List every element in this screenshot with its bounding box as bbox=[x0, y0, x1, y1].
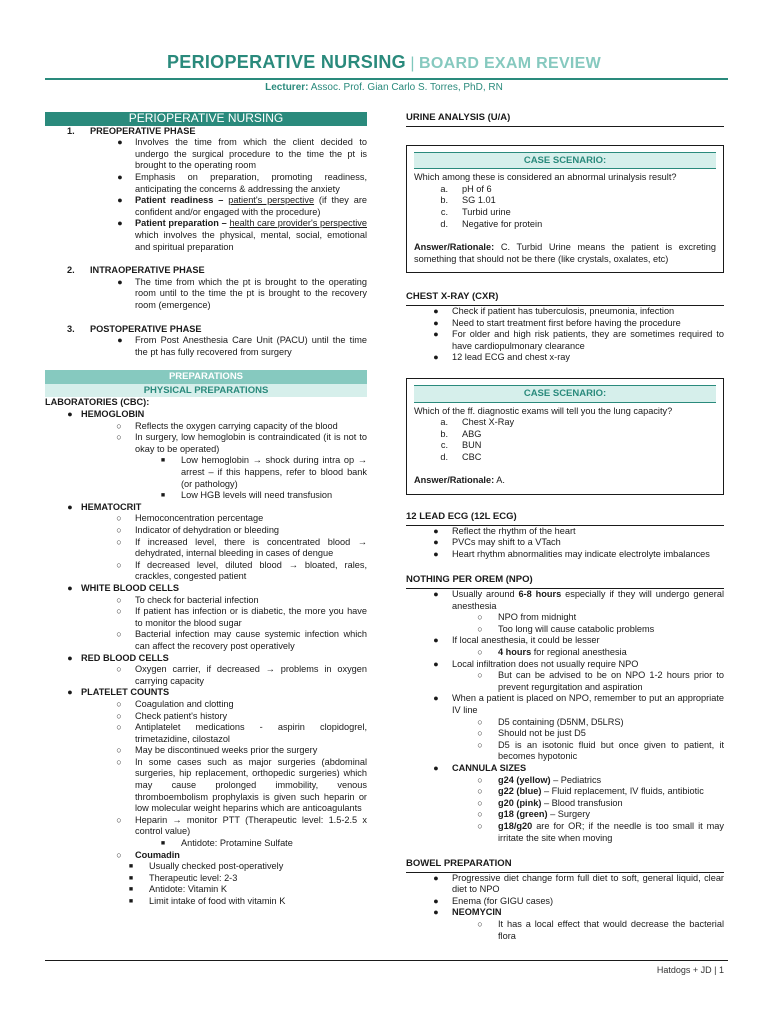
list-item bbox=[103, 664, 367, 687]
bullet-marker: ● bbox=[433, 352, 439, 363]
list-item bbox=[145, 455, 367, 490]
list-item-text bbox=[135, 850, 367, 862]
list-item bbox=[420, 907, 724, 919]
page-footer: Hatdogs + JD | 1 bbox=[656, 965, 724, 975]
list-item-text: Heparin → monitor PTT (Therapeutic level: 1.5-2.5 x control value) bbox=[135, 814, 367, 837]
bullet-marker: ■ bbox=[160, 840, 166, 848]
list-item bbox=[462, 670, 724, 693]
list-item-text: Antidote: Vitamin K bbox=[149, 884, 227, 895]
bullet-marker: ● bbox=[67, 687, 73, 698]
phase-number: 3. bbox=[67, 323, 75, 334]
bullet-marker: ● bbox=[433, 525, 439, 536]
list-item bbox=[420, 318, 724, 330]
lab-title: RED BLOOD CELLS bbox=[81, 652, 169, 663]
phase-title: PREOPERATIVE PHASE bbox=[90, 125, 196, 136]
list-item-text: To check for bacterial infection bbox=[135, 594, 259, 605]
list-item-text: NPO from midnight bbox=[498, 612, 577, 623]
text-run: – Blood transfusion bbox=[541, 797, 623, 808]
list-item-text bbox=[452, 589, 724, 612]
underlined-text: health care provider's perspective bbox=[229, 218, 367, 229]
option-text: pH of 6 bbox=[462, 183, 492, 194]
lab-title: HEMOGLOBIN bbox=[81, 409, 145, 420]
bullet-marker: ○ bbox=[116, 606, 122, 617]
term-label: Patient preparation – bbox=[135, 218, 227, 229]
case-scenario-title: CASE SCENARIO: bbox=[414, 385, 716, 403]
list-item-text: For older and high risk patients, they are sometimes required to have cardiopulmonary clearance bbox=[452, 329, 724, 351]
list-item bbox=[420, 526, 724, 538]
case-option bbox=[414, 440, 716, 452]
list-item bbox=[462, 919, 724, 942]
list-item bbox=[462, 728, 724, 740]
list-item-text: May be discontinued weeks prior the surgery bbox=[135, 745, 318, 756]
answer-text: C. Turbid Urine means the patient is excreting something that should not be there (like crystals, oxalates, etc) bbox=[414, 242, 716, 264]
title-separator: | bbox=[410, 55, 415, 72]
list-item bbox=[420, 896, 724, 908]
title-divider bbox=[45, 78, 728, 80]
case-option bbox=[414, 184, 716, 196]
list-item bbox=[105, 335, 367, 358]
bullet-marker: ○ bbox=[477, 786, 483, 797]
list-item-text bbox=[452, 763, 724, 775]
section-heading: CHEST X-RAY (CXR) bbox=[406, 291, 724, 306]
list-item bbox=[462, 624, 724, 636]
bullet-marker: ● bbox=[433, 872, 439, 883]
list-item bbox=[59, 653, 367, 665]
phase-number: 1. bbox=[67, 125, 75, 136]
list-item bbox=[103, 513, 367, 525]
title-main: PERIOPERATIVE NURSING bbox=[166, 52, 406, 72]
drug-name: Coumadin bbox=[135, 849, 180, 860]
list-item-text: Local infiltration does not usually require NPO bbox=[452, 658, 639, 669]
preparations-band: PREPARATIONS bbox=[45, 370, 367, 384]
bullet-marker: ■ bbox=[128, 886, 134, 894]
bullet-marker: ● bbox=[67, 582, 73, 593]
list-item bbox=[420, 763, 724, 775]
text-run: especially if they will undergo general anesthesia bbox=[452, 589, 724, 611]
list-item bbox=[105, 277, 367, 312]
list-item-text: In some cases such as major surgeries (abdominal surgeries, hip replacement, orthopedic surgeries) which may cause prolonged immobility, venous thromboembolism prophylaxis is given such heparin or low molecular weight heparins which are anticoagulants bbox=[135, 756, 367, 814]
list-item bbox=[103, 606, 367, 629]
bullet-marker: ● bbox=[433, 317, 439, 328]
list-item bbox=[420, 635, 724, 647]
list-item bbox=[462, 821, 724, 844]
emphasis-text: g22 (blue) bbox=[498, 786, 542, 797]
list-item bbox=[113, 873, 367, 885]
emphasis-text: g20 (pink) bbox=[498, 797, 542, 808]
phase-heading bbox=[45, 265, 367, 277]
bullet-marker: ○ bbox=[116, 420, 122, 431]
list-item bbox=[420, 537, 724, 549]
bullet-marker: ● bbox=[433, 589, 439, 600]
bullet-marker: ● bbox=[67, 501, 73, 512]
bullet-marker: ■ bbox=[160, 457, 166, 465]
list-item-text: D5 containing (D5NM, D5LRS) bbox=[498, 716, 624, 727]
bullet-marker: ○ bbox=[116, 536, 122, 547]
bullet-marker: ○ bbox=[477, 716, 483, 727]
list-item bbox=[105, 218, 367, 253]
bullet-marker: ○ bbox=[116, 814, 122, 825]
option-letter: b. bbox=[440, 428, 448, 439]
answer-rationale bbox=[414, 475, 716, 487]
list-item bbox=[420, 352, 724, 364]
text-run: – Surgery bbox=[547, 809, 590, 820]
bullet-marker: ○ bbox=[477, 623, 483, 634]
option-letter: c. bbox=[440, 206, 448, 217]
list-item-text: Too long will cause catabolic problems bbox=[498, 623, 655, 634]
emphasis-text: 6-8 hours bbox=[518, 589, 562, 600]
bullet-marker: ○ bbox=[116, 664, 122, 675]
list-item-text bbox=[498, 809, 724, 821]
bullet-marker: ● bbox=[117, 218, 123, 229]
list-item-text: Oxygen carrier, if decreased → problems in oxygen carrying capacity bbox=[135, 664, 367, 686]
list-item-text: If increased level, there is concentrated blood → dehydrated, internal bleeding in cases of dengue bbox=[135, 536, 367, 559]
phase-heading bbox=[45, 126, 367, 138]
bullet-marker: ○ bbox=[477, 820, 483, 831]
list-item-text bbox=[498, 821, 724, 844]
list-item bbox=[462, 740, 724, 763]
bullet-marker: ● bbox=[433, 658, 439, 669]
bullet-marker: ○ bbox=[477, 797, 483, 808]
bullet-marker: ● bbox=[117, 276, 123, 287]
list-item bbox=[103, 629, 367, 652]
lecturer-line bbox=[0, 82, 768, 93]
option-letter: a. bbox=[440, 417, 448, 428]
list-item bbox=[103, 537, 367, 560]
list-item-text bbox=[135, 195, 367, 218]
case-scenario-title: CASE SCENARIO: bbox=[414, 152, 716, 170]
bullet-marker: ● bbox=[433, 895, 439, 906]
bullet-marker: ● bbox=[117, 137, 123, 148]
list-item-text: But can be advised to be on NPO 1-2 hours prior to prevent regurgitation and aspiration bbox=[498, 670, 724, 692]
text-run: – Fluid replacement, IV fluids, antibiotic bbox=[541, 786, 704, 797]
text-run: are for OR; if the needle is too small it may irritate the site when moving bbox=[498, 820, 724, 843]
list-item bbox=[420, 693, 724, 716]
bullet-marker: ● bbox=[117, 171, 123, 182]
bullet-marker: ● bbox=[117, 195, 123, 206]
list-item-text: Emphasis on preparation, promoting readiness, anticipating the concerns & addressing the anxiety bbox=[135, 171, 367, 194]
bullet-marker: ● bbox=[67, 409, 73, 420]
list-item-text bbox=[498, 647, 724, 659]
list-item bbox=[103, 815, 367, 838]
lab-title: PLATELET COUNTS bbox=[81, 687, 170, 698]
list-item bbox=[113, 861, 367, 873]
option-text: Negative for protein bbox=[462, 218, 543, 229]
list-item-text: Limit intake of food with vitamin K bbox=[149, 896, 286, 906]
section-heading: NOTHING PER OREM (NPO) bbox=[406, 574, 724, 589]
option-letter: c. bbox=[440, 440, 448, 451]
case-option bbox=[414, 452, 716, 464]
list-item bbox=[145, 838, 367, 850]
list-item-text bbox=[498, 786, 724, 798]
bullet-marker: ● bbox=[67, 652, 73, 663]
list-item-text: Progressive diet change form full diet to soft, general liquid, clear diet to NPO bbox=[452, 872, 724, 895]
list-item bbox=[59, 687, 367, 699]
list-item bbox=[59, 409, 367, 421]
list-item-text: Coagulation and clotting bbox=[135, 698, 234, 709]
list-item-text bbox=[81, 687, 367, 699]
list-item-text: Hemoconcentration percentage bbox=[135, 513, 264, 524]
option-text: ABG bbox=[462, 428, 482, 439]
left-column bbox=[45, 112, 367, 908]
lab-title: HEMATOCRIT bbox=[81, 501, 142, 512]
bullet-marker: ○ bbox=[477, 919, 483, 930]
phase-heading bbox=[45, 324, 367, 336]
bullet-marker: ● bbox=[433, 537, 439, 548]
title-subtitle: BOARD EXAM REVIEW bbox=[419, 55, 602, 72]
list-item bbox=[462, 775, 724, 787]
list-item-text: Low hemoglobin → shock during intra op → arrest – if this happens, refer to blood bank (or pathology) bbox=[181, 455, 367, 489]
bullet-marker: ● bbox=[433, 762, 439, 773]
list-item-text bbox=[81, 502, 367, 514]
bullet-marker: ○ bbox=[116, 525, 122, 535]
list-item-text bbox=[498, 775, 724, 787]
list-item bbox=[420, 549, 724, 561]
emphasis-text: 4 hours bbox=[498, 647, 532, 657]
case-option bbox=[414, 195, 716, 207]
text-run: (if they are confident and/or engaged with the procedure) bbox=[135, 195, 367, 217]
list-item bbox=[103, 560, 367, 583]
list-item bbox=[103, 722, 367, 745]
list-item bbox=[59, 502, 367, 514]
list-item bbox=[145, 490, 367, 502]
bullet-marker: ■ bbox=[128, 874, 134, 882]
underlined-text: patient's perspective bbox=[228, 195, 315, 206]
footer-divider bbox=[45, 960, 728, 961]
list-item bbox=[103, 699, 367, 711]
bullet-marker: ● bbox=[117, 335, 123, 346]
list-item-text bbox=[81, 409, 367, 421]
phase-number: 2. bbox=[67, 265, 75, 276]
section-heading: URINE ANALYSIS (U/A) bbox=[406, 112, 724, 127]
option-letter: d. bbox=[440, 218, 448, 229]
bullet-marker: ○ bbox=[116, 722, 122, 733]
bullet-marker: ○ bbox=[477, 728, 483, 739]
bullet-marker: ○ bbox=[116, 432, 122, 443]
list-item-text: If patient has infection or is diabetic, the more you have to monitor the blood sugar bbox=[135, 606, 367, 628]
list-item-text: Need to start treatment first before having the procedure bbox=[452, 317, 681, 328]
bullet-marker: ■ bbox=[128, 898, 134, 905]
lab-title: WHITE BLOOD CELLS bbox=[81, 582, 179, 593]
list-item bbox=[103, 850, 367, 862]
bullet-marker: ● bbox=[433, 329, 439, 340]
list-item bbox=[420, 329, 724, 352]
list-item bbox=[103, 421, 367, 433]
list-item bbox=[462, 809, 724, 821]
bullet-marker: ● bbox=[433, 548, 439, 559]
list-item-text: D5 is an isotonic fluid but once given to patient, it becomes hypotonic bbox=[498, 739, 724, 762]
option-letter: a. bbox=[440, 183, 448, 194]
list-item-text: Usually checked post-operatively bbox=[149, 861, 284, 872]
term-label: Patient readiness – bbox=[135, 195, 224, 206]
text-run: which involves the physical, mental, social, emotional and spiritual preparation bbox=[135, 229, 367, 252]
list-item bbox=[462, 612, 724, 624]
physical-preparations-band: PHYSICAL PREPARATIONS bbox=[45, 384, 367, 398]
option-letter: b. bbox=[440, 195, 448, 206]
drug-name: NEOMYCIN bbox=[452, 907, 502, 918]
list-item bbox=[462, 717, 724, 729]
bullet-marker: ○ bbox=[477, 670, 483, 681]
answer-rationale bbox=[414, 242, 716, 265]
text-run: – Pediatrics bbox=[550, 774, 602, 785]
list-item-text: Enema (for GIGU cases) bbox=[452, 895, 554, 906]
bullet-marker: ○ bbox=[116, 629, 122, 640]
list-item-text: If decreased level, diluted blood → bloated, rales, crackles, congested patient bbox=[135, 559, 367, 582]
emphasis-text: g24 (yellow) bbox=[498, 774, 551, 785]
right-column bbox=[406, 112, 724, 942]
bullet-marker: ○ bbox=[116, 756, 122, 767]
lecturer-label: Lecturer: bbox=[265, 82, 309, 93]
list-item-text: It has a local effect that would decrease the bacterial flora bbox=[498, 919, 724, 941]
list-item bbox=[113, 884, 367, 896]
bullet-marker: ○ bbox=[116, 849, 122, 860]
list-item-text: Antidote: Protamine Sulfate bbox=[181, 838, 293, 849]
bullet-marker: ○ bbox=[116, 594, 122, 605]
list-item-text: Reflect the rhythm of the heart bbox=[452, 525, 576, 536]
emphasis-text: g18 (green) bbox=[498, 809, 548, 820]
case-question: Which among these is considered an abnormal urinalysis result? bbox=[414, 172, 677, 183]
labs-heading: LABORATORIES (CBC): bbox=[45, 397, 150, 408]
list-item bbox=[420, 589, 724, 612]
case-scenario-box bbox=[406, 145, 724, 274]
bullet-marker: ○ bbox=[116, 559, 122, 570]
list-item bbox=[103, 745, 367, 757]
list-item-text: Antiplatelet medications - aspirin clopidogrel, trimetazidine, cilostazol bbox=[135, 722, 367, 744]
lecturer-name: Assoc. Prof. Gian Carlo S. Torres, PhD, RN bbox=[310, 82, 503, 93]
answer-text: A. bbox=[494, 475, 505, 486]
list-item bbox=[113, 896, 367, 908]
bullet-marker: ○ bbox=[477, 612, 483, 623]
list-item-text: Indicator of dehydration or bleeding bbox=[135, 525, 280, 535]
list-item bbox=[105, 172, 367, 195]
list-item bbox=[105, 137, 367, 172]
list-item bbox=[103, 432, 367, 455]
list-item-text: When a patient is placed on NPO, remember to put an appropriate IV line bbox=[452, 693, 724, 715]
bullet-marker: ■ bbox=[128, 863, 134, 871]
document-title bbox=[0, 52, 768, 73]
list-item bbox=[103, 525, 367, 537]
list-item-text: Therapeutic level: 2-3 bbox=[149, 872, 238, 883]
case-question: Which of the ff. diagnostic exams will tell you the lung capacity? bbox=[414, 405, 673, 416]
bullet-marker: ○ bbox=[477, 809, 483, 820]
list-item-text: Involves the time from which the client decided to undergo the surgical procedure to the time the pt is brought to the operating room bbox=[135, 137, 367, 171]
list-item-text bbox=[135, 218, 367, 253]
bullet-marker: ■ bbox=[160, 492, 166, 500]
list-item-text: Reflects the oxygen carrying capacity of the blood bbox=[135, 420, 338, 431]
case-scenario-box bbox=[406, 378, 724, 495]
list-item bbox=[462, 647, 724, 659]
list-item-text: In surgery, low hemoglobin is contraindicated (it is not to okay to be operated) bbox=[135, 432, 367, 454]
section-heading: 12 LEAD ECG (12L ECG) bbox=[406, 511, 724, 526]
list-item bbox=[462, 798, 724, 810]
option-text: Turbid urine bbox=[462, 206, 511, 217]
option-text: SG 1.01 bbox=[462, 195, 496, 206]
section-heading: BOWEL PREPARATION bbox=[406, 858, 724, 873]
text-run: for regional anesthesia bbox=[531, 647, 627, 657]
list-item bbox=[420, 306, 724, 318]
bullet-marker: ● bbox=[433, 635, 439, 646]
bullet-marker: ○ bbox=[477, 774, 483, 785]
text-run: Usually around bbox=[452, 589, 519, 600]
option-text: BUN bbox=[462, 440, 482, 451]
bullet-marker: ○ bbox=[116, 745, 122, 756]
case-option bbox=[414, 429, 716, 441]
phase-title: POSTOPERATIVE PHASE bbox=[90, 323, 202, 334]
bullet-marker: ● bbox=[433, 305, 439, 316]
list-item-text: Should not be just D5 bbox=[498, 728, 586, 739]
bullet-marker: ○ bbox=[116, 710, 122, 721]
list-item-text: The time from which the pt is brought to the operating room until to the time the pt is brought to the recovery room (emergence) bbox=[135, 276, 367, 310]
list-item-text bbox=[81, 653, 367, 665]
bullet-marker: ○ bbox=[477, 739, 483, 750]
case-option bbox=[414, 417, 716, 429]
list-item-text bbox=[498, 798, 724, 810]
list-item-text: From Post Anesthesia Care Unit (PACU) until the time the pt has fully recovered from surgery bbox=[135, 335, 367, 357]
list-item-text: If local anesthesia, it could be lesser bbox=[452, 635, 600, 646]
list-item bbox=[462, 786, 724, 798]
list-item-text: Check patient's history bbox=[135, 710, 228, 721]
list-item-text: Check if patient has tuberculosis, pneumonia, infection bbox=[452, 305, 675, 316]
emphasis-text: g18/g20 bbox=[498, 820, 533, 831]
list-item bbox=[59, 583, 367, 595]
option-text: Chest X-Ray bbox=[462, 417, 515, 428]
bullet-marker: ● bbox=[433, 907, 439, 918]
list-item-text: Bacterial infection may cause systemic infection which can affect the recovery post operatively bbox=[135, 629, 367, 651]
phase-title: INTRAOPERATIVE PHASE bbox=[90, 265, 205, 276]
list-item bbox=[420, 873, 724, 896]
answer-label: Answer/Rationale: bbox=[414, 242, 495, 253]
case-option bbox=[414, 219, 716, 231]
list-item-text: Low HGB levels will need transfusion bbox=[181, 490, 333, 501]
list-item bbox=[105, 195, 367, 218]
case-option bbox=[414, 207, 716, 219]
list-item-text: Heart rhythm abnormalities may indicate electrolyte imbalances bbox=[452, 548, 710, 559]
bullet-marker: ○ bbox=[116, 698, 122, 709]
option-letter: d. bbox=[440, 451, 448, 462]
list-item-text: 12 lead ECG and chest x-ray bbox=[452, 352, 570, 363]
option-text: CBC bbox=[462, 451, 482, 462]
list-item bbox=[103, 595, 367, 607]
cannula-heading: CANNULA SIZES bbox=[452, 762, 527, 773]
bullet-marker: ○ bbox=[116, 513, 122, 524]
list-item-text: PVCs may shift to a VTach bbox=[452, 537, 561, 548]
list-item bbox=[103, 757, 367, 815]
list-item bbox=[420, 659, 724, 671]
bullet-marker: ○ bbox=[477, 647, 483, 657]
bullet-marker: ● bbox=[433, 693, 439, 704]
section-banner: PERIOPERATIVE NURSING bbox=[45, 112, 367, 126]
list-item-text bbox=[452, 907, 724, 919]
answer-label: Answer/Rationale: bbox=[414, 475, 495, 486]
list-item-text bbox=[81, 583, 367, 595]
list-item bbox=[103, 711, 367, 723]
